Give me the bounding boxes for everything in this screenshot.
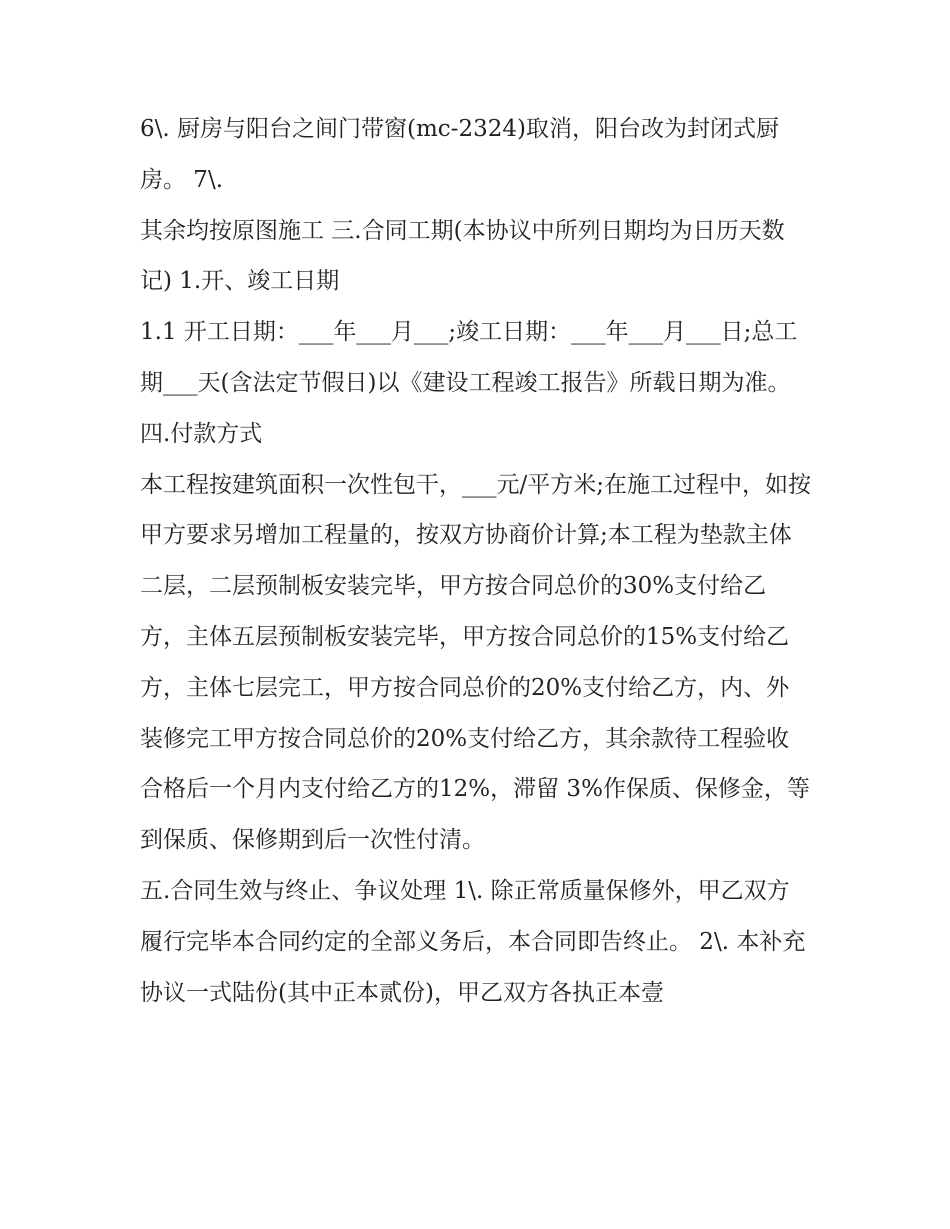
paragraph-kitchen-balcony: 6\. 厨房与阳台之间门带窗(mc-2324)取消，阳台改为封闭式厨房。 7\. [140,116,779,193]
paragraph-contract-effect-termination: 五.合同生效与终止、争议处理 1\. 除正常质量保修外，甲乙双方履行完毕本合同约定的全部义务后，本合同即告终止。 2\. 本补充协议一式陆份(其中正本贰份)，甲乙双方各执正本壹 [140,877,806,1006]
section-heading-payment-method: 四.付款方式 [140,420,263,447]
paragraph-payment-terms: 本工程按建筑面积一次性包干，___元/平方米;在施工过程中，如按甲方要求另增加工程量的，按双方协商价计算;本工程为垫款主体二层，二层预制板安装完毕，甲方按合同总价的30%支付给乙方，主体五层预制板安装完毕，甲方按合同总价的15%支付给乙方，主体七层完工，甲方按合同总价的20%支付给乙方，内、外装修完工甲方按合同总价的20%支付给乙方，其余款待工程验收合格后一个月内支付给乙方的12%，滞留 3%作保质、保修金，等到保质、保修期到后一次性付清。 [140,471,811,854]
document-body [140,104,812,1018]
paragraph-start-completion-dates: 1.1 开工日期：___年___月___;竣工日期：___年___月___日;总工期___天(含法定节假日)以《建设工程竣工报告》所载日期为准。 [140,319,798,396]
paragraph-contract-period: 其余均按原图施工 三.合同工期(本协议中所列日期均为日历天数记) 1.开、竣工日期 [140,217,785,295]
